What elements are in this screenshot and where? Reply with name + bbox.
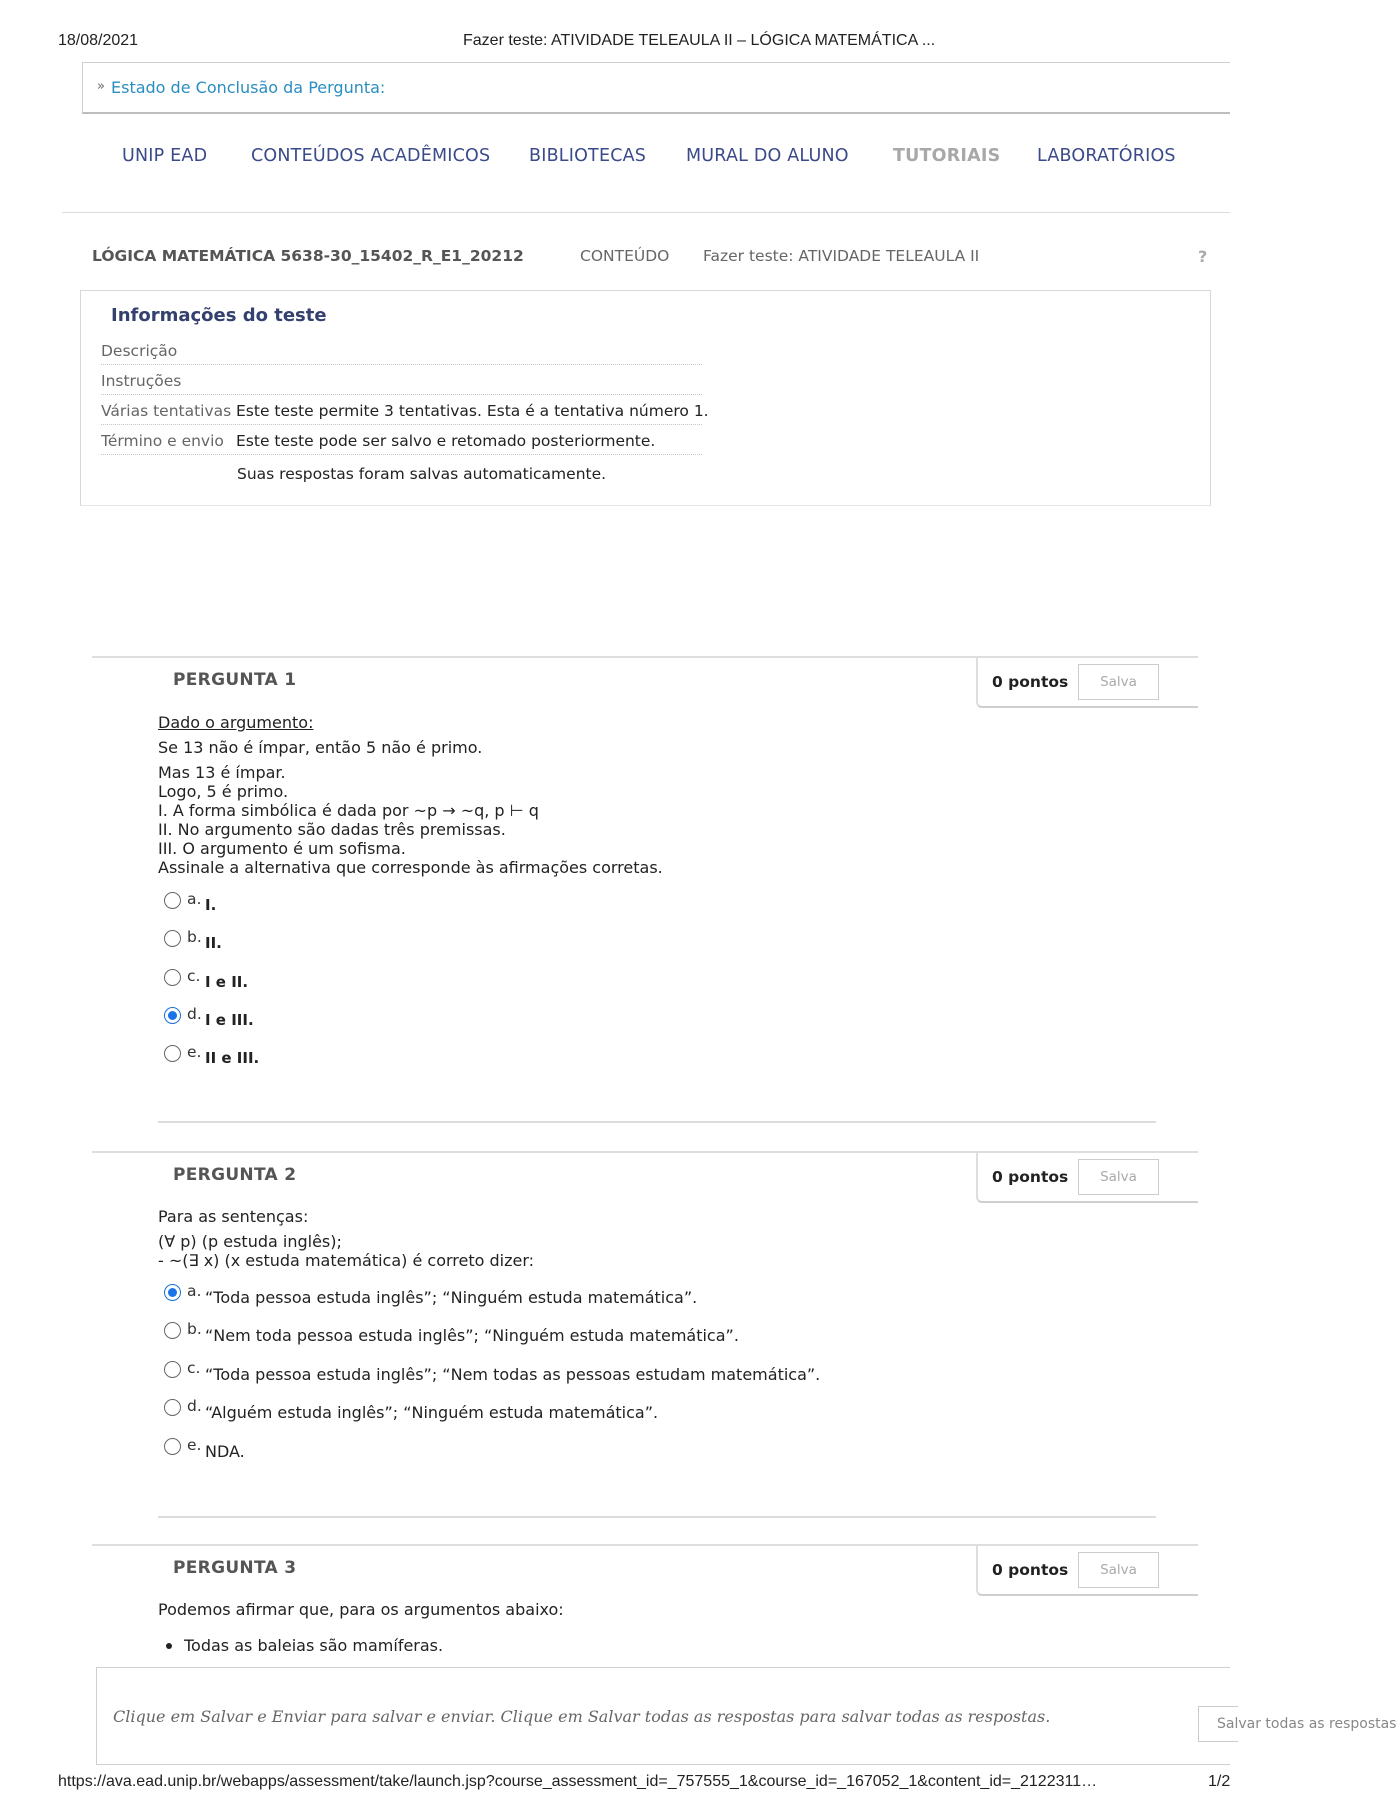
radio-button[interactable] [164, 930, 181, 947]
question-divider [92, 1544, 976, 1546]
save-status-button[interactable]: Salva [1078, 664, 1159, 700]
question-text: Podemos afirmar que, para os argumentos abaixo: [158, 1600, 564, 1619]
option-text[interactable]: II e III. [205, 1049, 260, 1067]
option-text[interactable]: II. [205, 934, 222, 952]
question-text: III. O argumento é um sofisma. [158, 839, 406, 858]
info-label: Descrição [101, 342, 178, 360]
print-title: Fazer teste: ATIVIDADE TELEAULA II – LÓGICA MATEMÁTICA ... [463, 32, 936, 49]
list-item-text: Todas as baleias são mamíferas. [184, 1636, 444, 1655]
points-box [976, 656, 1198, 708]
question-divider [92, 1151, 976, 1153]
nav-conteudos-academicos[interactable]: CONTEÚDOS ACADÊMICOS [251, 146, 491, 166]
breadcrumb-course[interactable]: LÓGICA MATEMÁTICA 5638-30_15402_R_E1_20212 [92, 247, 524, 265]
radio-button[interactable] [164, 1399, 181, 1416]
chevron-down-icon[interactable]: » [97, 79, 105, 94]
radio-button-selected[interactable] [164, 1284, 181, 1301]
question-text: Assinale a alternativa que corresponde às afirmações corretas. [158, 858, 663, 877]
save-status-button[interactable]: Salva [1078, 1552, 1159, 1588]
list-item [184, 1636, 443, 1655]
question-text: Logo, 5 é primo. [158, 782, 289, 801]
option-text[interactable]: “Nem toda pessoa estuda inglês”; “Ninguém estuda matemática”. [205, 1326, 739, 1345]
option-letter: c. [187, 967, 201, 985]
completion-status-label[interactable]: Estado de Conclusão da Pergunta: [111, 78, 386, 97]
points-label: 0 pontos [992, 673, 1069, 691]
option-text[interactable]: “Toda pessoa estuda inglês”; “Ninguém estuda matemática”. [205, 1288, 698, 1307]
info-label: Instruções [101, 372, 182, 390]
points-label: 0 pontos [992, 1561, 1069, 1579]
nav-tutoriais[interactable]: TUTORIAIS [893, 146, 1001, 166]
option-letter: e. [187, 1043, 202, 1061]
radio-button[interactable] [164, 1361, 181, 1378]
question-text: II. No argumento são dadas três premissas. [158, 820, 506, 839]
option-text[interactable]: NDA. [205, 1442, 245, 1461]
print-url: https://ava.ead.unip.br/webapps/assessment/take/launch.jsp?course_assessment_id=_757555_1&course_id=_167052_1&content_id=_2122311… [58, 1773, 1098, 1790]
question-text-underlined: Dado o argumento: [158, 713, 314, 732]
points-label: 0 pontos [992, 1168, 1069, 1186]
question-title: PERGUNTA 1 [173, 670, 297, 690]
question-title: PERGUNTA 2 [173, 1165, 297, 1185]
radio-button[interactable] [164, 1045, 181, 1062]
save-status-button[interactable]: Salva [1078, 1159, 1159, 1195]
question-text: - ~(∃ x) (x estuda matemática) é correto dizer: [158, 1251, 535, 1270]
question-text: I. A forma simbólica é dada por ~p → ~q, p ⊢ q [158, 801, 539, 820]
breadcrumb-current-page: Fazer teste: ATIVIDADE TELEAULA II [703, 247, 980, 265]
print-page-number: 1/2 [1208, 1773, 1231, 1790]
help-icon[interactable]: ? [1198, 247, 1208, 266]
info-row-instrucoes [101, 365, 702, 395]
question-1 [92, 656, 1198, 1126]
question-text: Se 13 não é ímpar, então 5 não é primo. [158, 738, 483, 757]
nav-unip-ead[interactable]: UNIP EAD [122, 146, 208, 166]
radio-button[interactable] [164, 969, 181, 986]
option-text[interactable]: “Toda pessoa estuda inglês”; “Nem todas as pessoas estudam matemática”. [205, 1365, 821, 1384]
info-row-descricao [101, 335, 702, 365]
option-letter: b. [187, 928, 202, 946]
question-title: PERGUNTA 3 [173, 1558, 297, 1578]
question-text: Mas 13 é ímpar. [158, 763, 286, 782]
points-box [976, 1544, 1198, 1596]
option-text[interactable]: “Alguém estuda inglês”; “Ninguém estuda matemática”. [205, 1403, 659, 1422]
question-text: (∀ p) (p estuda inglês); [158, 1232, 342, 1251]
radio-button[interactable] [164, 892, 181, 909]
option-letter: e. [187, 1436, 202, 1454]
option-letter: a. [187, 1282, 202, 1300]
question-completion-status[interactable] [82, 62, 1230, 114]
submit-instructions: Clique em Salvar e Enviar para salvar e enviar. Clique em Salvar todas as respostas para salvar todas as respostas. [113, 1707, 1051, 1726]
info-value: Este teste permite 3 tentativas. Esta é a tentativa número 1. [236, 402, 709, 420]
question-bottom-divider [158, 1121, 1156, 1123]
test-info-panel [80, 290, 1211, 506]
radio-button[interactable] [164, 1322, 181, 1339]
info-label: Término e envio [101, 432, 224, 450]
option-letter: d. [187, 1397, 202, 1415]
top-navigation [0, 146, 1280, 172]
breadcrumb-section[interactable]: CONTEÚDO [580, 247, 670, 265]
info-row-termino [101, 425, 702, 455]
option-letter: c. [187, 1359, 201, 1377]
option-letter: d. [187, 1005, 202, 1023]
option-letter: a. [187, 890, 202, 908]
print-date: 18/08/2021 [58, 32, 139, 49]
submit-bar [96, 1667, 1396, 1765]
option-text[interactable]: I. [205, 896, 217, 914]
question-3 [92, 1544, 1198, 1664]
question-text: Para as sentenças: [158, 1207, 309, 1226]
info-value: Este teste pode ser salvo e retomado posteriormente. [236, 432, 656, 450]
bullet-icon [166, 1643, 172, 1649]
question-bottom-divider [158, 1516, 1156, 1518]
nav-divider [62, 212, 1230, 213]
points-box [976, 1151, 1198, 1203]
nav-bibliotecas[interactable]: BIBLIOTECAS [529, 146, 647, 166]
autosave-note: Suas respostas foram salvas automaticamente. [237, 465, 607, 483]
info-label: Várias tentativas [101, 402, 232, 420]
question-divider [92, 656, 976, 658]
radio-button[interactable] [164, 1438, 181, 1455]
save-all-answers-button[interactable]: Salvar todas as respostas [1198, 1706, 1238, 1742]
nav-mural-do-aluno[interactable]: MURAL DO ALUNO [686, 146, 849, 166]
test-info-title: Informações do teste [111, 305, 327, 326]
info-row-tentativas [101, 395, 709, 425]
option-text[interactable]: I e II. [205, 973, 249, 991]
radio-button-selected[interactable] [164, 1007, 181, 1024]
question-text [158, 713, 313, 733]
option-letter: b. [187, 1320, 202, 1338]
nav-laboratorios[interactable]: LABORATÓRIOS [1037, 146, 1176, 166]
option-text[interactable]: I e III. [205, 1011, 254, 1029]
question-2 [92, 1151, 1198, 1521]
